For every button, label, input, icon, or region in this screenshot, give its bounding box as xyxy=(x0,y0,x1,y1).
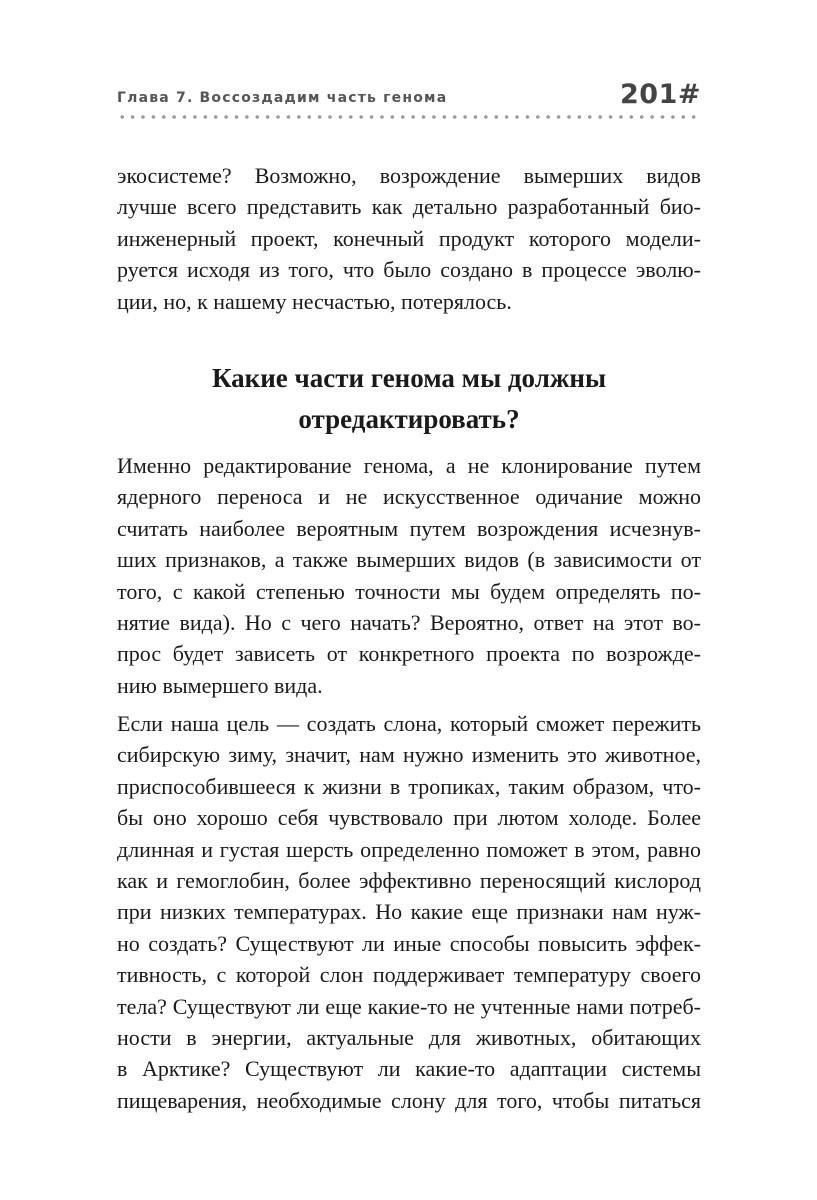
text-line: как и гемоглобин, более эффективно переносящий кислород xyxy=(117,868,701,894)
paragraph-2 xyxy=(117,450,701,701)
text-line: лучше всего представить как детально разработанный био- xyxy=(117,194,701,220)
text-line: ции, но, к нашему несчастью, потерялось. xyxy=(117,288,512,314)
text-line: пищеварения, необходимые слону для того, чтобы питаться xyxy=(117,1087,701,1113)
paragraph-3 xyxy=(117,708,701,1116)
text-line: Если наша цель — создать слона, который сможет пережить xyxy=(117,711,701,736)
running-head xyxy=(117,78,701,114)
text-line: нию вымершего вида. xyxy=(117,672,323,698)
heading-line: Какие части генома мы должны xyxy=(211,363,607,393)
text-line: ядерного переноса и не искусственное одичание можно xyxy=(117,484,701,510)
text-line: сибирскую зиму, значит, нам нужно изменить это животное, xyxy=(117,742,701,768)
text-line: считать наиболее вероятным путем возрождения исчезнув- xyxy=(117,515,701,541)
text-line: того, с какой степенью точности мы будем определять по- xyxy=(117,578,701,604)
text-line: инженерный проект, конечный продукт которого модели- xyxy=(117,225,701,251)
text-line: нятие вида). Но с чего начать? Вероятно, ответ на этот во- xyxy=(117,610,701,636)
heading-line: отредактировать? xyxy=(298,404,520,434)
chapter-title: Глава 7. Воссоздадим часть генома xyxy=(117,90,448,106)
text-line: ности в энергии, актуальные для животных, обитающих xyxy=(117,1025,701,1051)
text-line: бы оно хорошо себя чувствовало при лютом холоде. Более xyxy=(117,805,701,831)
text-line: но создать? Существуют ли иные способы повысить эффек- xyxy=(117,930,701,956)
text-line: прос будет зависеть от конкретного проекта по возрожде- xyxy=(117,641,701,667)
text-line: приспособившееся к жизни в тропиках, таким образом, что- xyxy=(117,773,701,799)
section-heading xyxy=(117,358,701,440)
text-line: экосистеме? Возможно, возрождение вымерших видов xyxy=(117,163,701,188)
dotted-divider xyxy=(117,114,701,120)
text-line: длинная и густая шерсть определенно поможет в этом, равно xyxy=(117,836,701,862)
text-line: тела? Существуют ли еще какие-то не учтенные нами потреб- xyxy=(117,993,701,1019)
text-line: руется исходя из того, что было создано в процессе эволю- xyxy=(117,257,701,283)
text-line: при низких температурах. Но какие еще признаки нам нуж- xyxy=(117,899,701,925)
page-number: 201# xyxy=(620,79,701,110)
text-line: Именно редактирование генома, а не клонирование путем xyxy=(117,453,701,478)
text-line: тивность, с которой слон поддерживает температуру своего xyxy=(117,962,701,988)
text-line: ших признаков, а также вымерших видов (в зависимости от xyxy=(117,547,701,573)
text-line: в Арктике? Существуют ли какие-то адаптации системы xyxy=(117,1056,701,1082)
paragraph-1 xyxy=(117,160,701,317)
